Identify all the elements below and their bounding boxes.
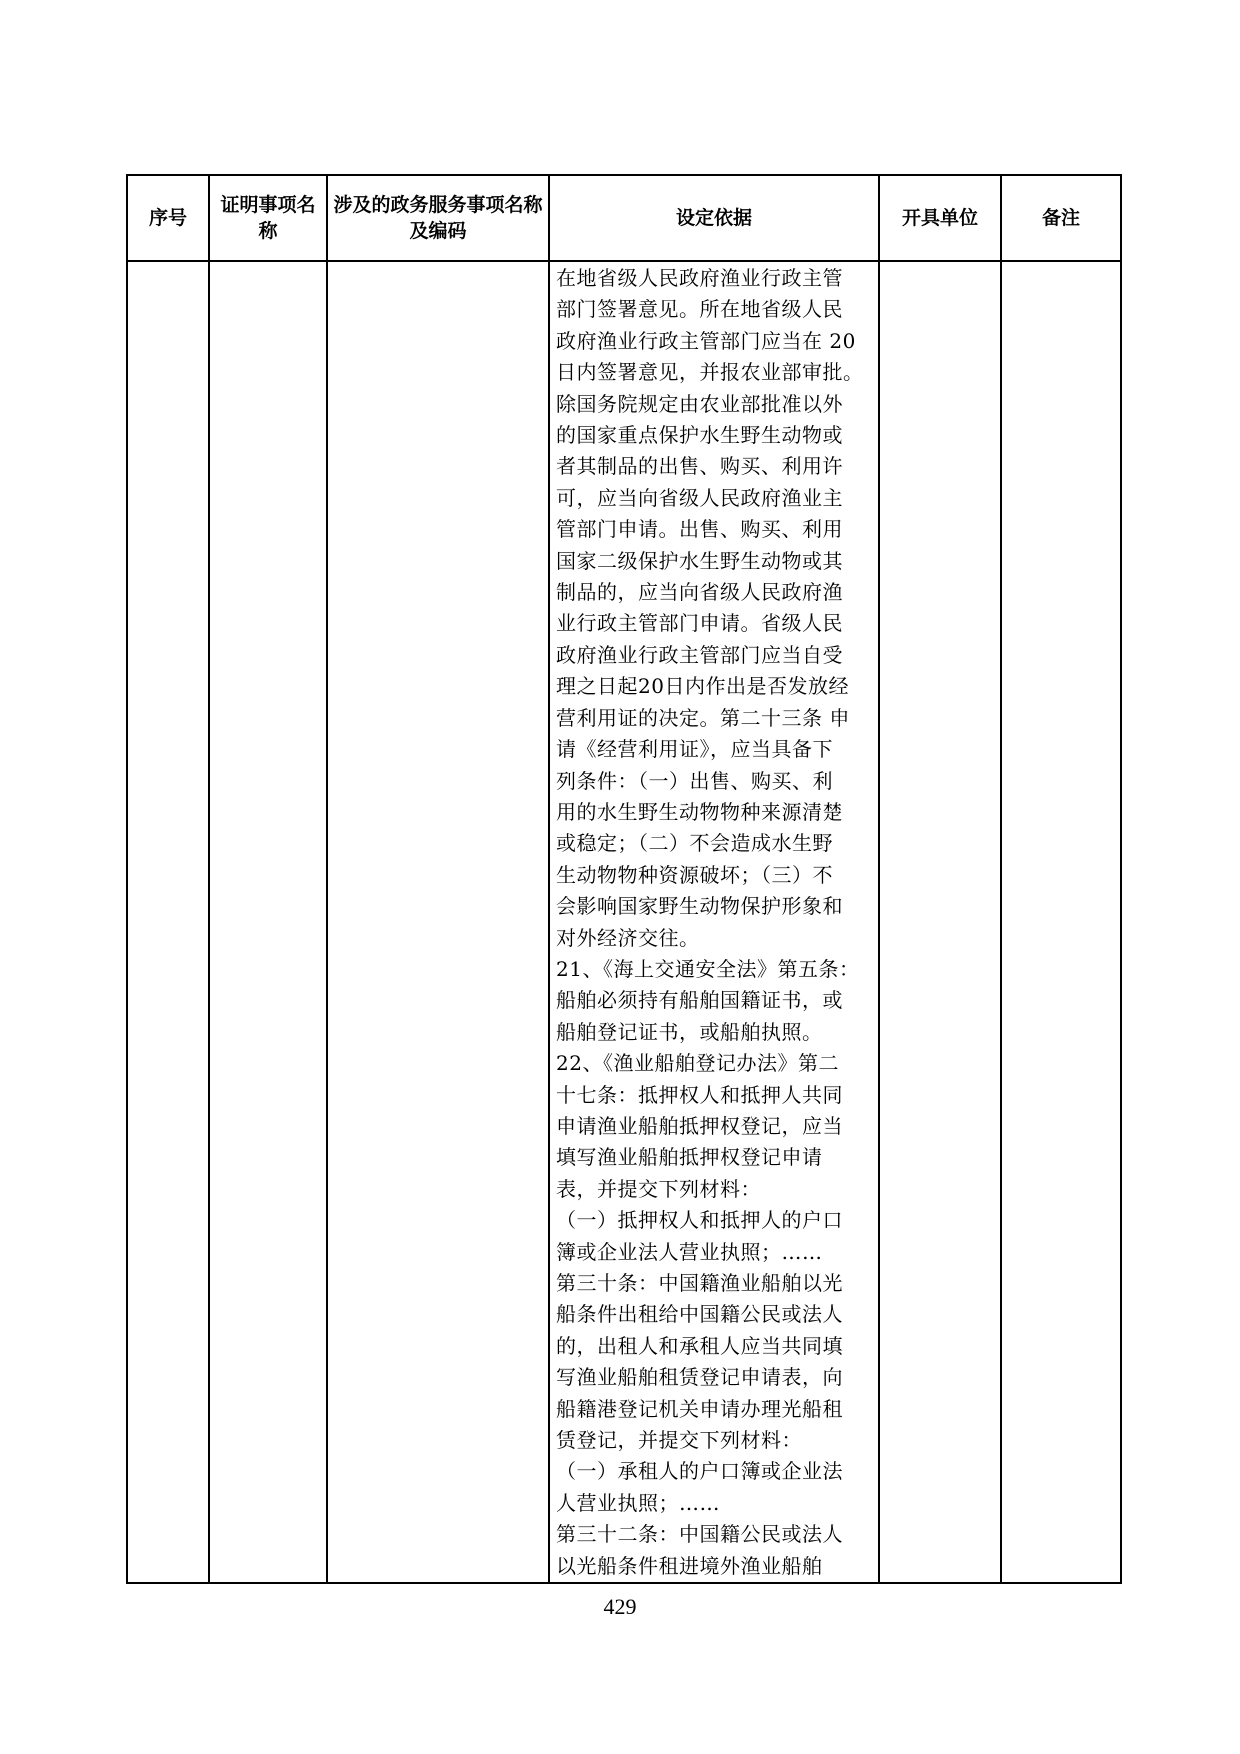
basis-line: 请《经营利用证》，应当具备下 [556,737,833,762]
basis-line: 的国家重点保护水生野生动物或 [556,423,843,448]
basis-line: 列条件：（一）出售、购买、利 [556,768,833,793]
basis-line: 21、《海上交通安全法》第五条： [556,956,860,981]
basis-line: 写渔业船舶租赁登记申请表，向 [556,1365,843,1390]
basis-line: 第三十二条：中国籍公民或法人 [556,1522,843,1547]
basis-line: 理之日起20日内作出是否发放经 [556,674,849,699]
basis-line: 生动物物种资源破坏；（三）不 [556,862,833,887]
cell-basis [549,261,879,1583]
document-table [126,174,1122,1584]
basis-line: 填写渔业船舶抵押权登记申请 [556,1145,823,1170]
basis-line: 或稳定；（二）不会造成水生野 [556,831,833,856]
basis-line: 会影响国家野生动物保护形象和 [556,894,843,919]
basis-line: 在地省级人民政府渔业行政主管 [556,266,843,290]
header-index: 序号 [127,175,209,261]
header-basis: 设定依据 [549,175,879,261]
basis-line: （一）承租人的户口簿或企业法 [556,1459,843,1484]
basis-line: 船籍港登记机关申请办理光船租 [556,1396,843,1421]
basis-line: 人营业执照；…… [556,1490,720,1515]
basis-line: 营利用证的决定。第二十三条 申 [556,705,850,730]
basis-line: 可，应当向省级人民政府渔业主 [556,485,843,510]
header-issuer: 开具单位 [879,175,1001,261]
table-header-row [127,175,1121,261]
basis-line: 船条件出租给中国籍公民或法人 [556,1302,843,1327]
basis-line: 第三十条：中国籍渔业船舶以光 [556,1271,843,1295]
cell-service-name [327,261,549,1583]
table-row [127,261,1121,1583]
basis-line: 国家二级保护水生野生动物或其 [556,548,843,573]
cell-index [127,261,209,1583]
basis-line: 赁登记，并提交下列材料： [556,1428,802,1453]
basis-line: 除国务院规定由农业部批准以外 [556,391,843,416]
basis-line: 政府渔业行政主管部门应当自受 [556,642,843,667]
header-service-name: 涉及的政务服务事项名称及编码 [327,175,549,261]
basis-line: 者其制品的出售、购买、利用许 [556,454,843,479]
basis-line: 的，出租人和承租人应当共同填 [556,1333,843,1358]
basis-line: （一）抵押权人和抵押人的户口 [556,1208,843,1233]
basis-line: 表，并提交下列材料： [556,1176,761,1201]
basis-line: 制品的，应当向省级人民政府渔 [556,580,843,605]
basis-line: 用的水生野生动物物种来源清楚 [556,799,843,824]
cell-certificate-name [209,261,327,1583]
basis-line: 十七条：抵押权人和抵押人共同 [556,1082,843,1107]
basis-line: 22、《渔业船舶登记办法》第二 [556,1051,839,1076]
basis-line: 政府渔业行政主管部门应当在 20 [556,328,856,353]
cell-issuer [879,261,1001,1583]
basis-line: 以光船条件租进境外渔业船舶 [556,1553,823,1578]
cell-remarks [1001,261,1121,1583]
header-certificate-name: 证明事项名称 [209,175,327,261]
basis-line: 船舶必须持有船舶国籍证书，或 [556,988,843,1013]
basis-line: 申请渔业船舶抵押权登记，应当 [556,1113,843,1138]
header-remarks: 备注 [1001,175,1121,261]
page-number: 429 [603,1594,637,1619]
basis-line: 管部门申请。出售、购买、利用 [556,517,843,542]
basis-line: 部门签署意见。所在地省级人民 [556,297,843,322]
basis-line: 日内签署意见，并报农业部审批。 [556,360,864,385]
basis-line: 对外经济交往。 [556,925,700,950]
basis-line: 船舶登记证书，或船舶执照。 [556,1019,823,1044]
basis-line: 业行政主管部门申请。省级人民 [556,611,843,636]
basis-line: 簿或企业法人营业执照；…… [556,1239,823,1264]
basis-text [556,263,872,1582]
